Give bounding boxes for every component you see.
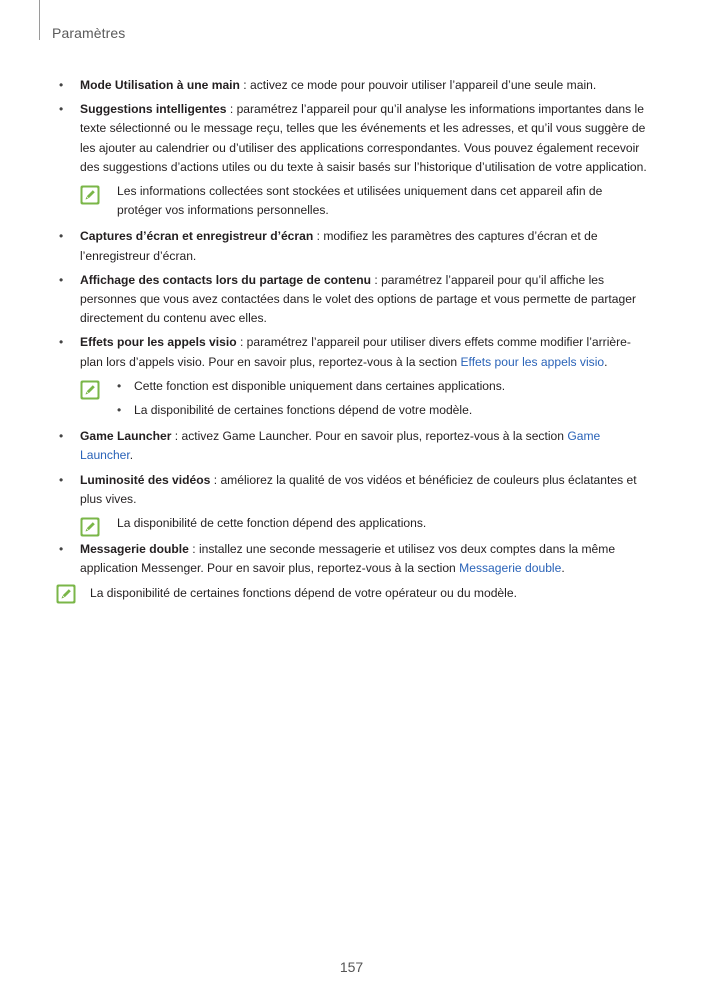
list-item-suggestions — [56, 100, 648, 177]
item-title: Captures d’écran et enregistreur d’écran — [80, 229, 314, 244]
bullet: • — [59, 429, 64, 444]
item-title: Luminosité des vidéos — [80, 472, 211, 487]
note-pencil-icon — [80, 380, 100, 400]
note-text: Les informations collectées sont stockées et utilisées uniquement dans cet appareil afin de protéger vos informations personnelles. — [117, 184, 603, 218]
item-text: : paramétrez l’appareil pour utiliser divers effets comme modifier l’arrière-plan lors d’appels visio. Pour en savoir plus, reportez-vous à la section — [80, 335, 631, 369]
list-item-messagerie-double — [56, 540, 648, 578]
list-item-effets-visio — [56, 333, 648, 371]
item-text-end: . — [129, 448, 134, 463]
note-general — [56, 584, 648, 603]
bullet: • — [59, 335, 64, 350]
item-title: Affichage des contacts lors du partage de contenu — [80, 272, 371, 287]
bullet: • — [59, 102, 64, 117]
header-rule — [39, 0, 40, 40]
item-text: : activez ce mode pour pouvoir utiliser l’appareil d’une seule main. — [239, 78, 597, 92]
note-text: La disponibilité de cette fonction dépend des applications. — [117, 516, 427, 531]
note-subitem-text: Cette fonction est disponible uniquement dans certaines applications. — [134, 378, 506, 393]
note-effets — [56, 377, 648, 420]
item-title: Effets pour les appels visio — [80, 335, 237, 350]
item-text: : paramétrez l’appareil pour qu’il analyse les informations importantes dans le texte sélectionné ou le message reçu, telles que les événements et les adresses, et qu’il vous suggère de les ajouter au calendrier ou d’utiliser des applications correspondantes. Vous pouvez également recevoir des suggestions d’actions utiles ou du texte à saisir basés sur l’historique d’utilisation de votre application. — [80, 102, 647, 174]
note-subitem — [117, 377, 648, 396]
page-number: 157 — [339, 959, 364, 975]
note-suggestions — [56, 182, 648, 220]
content — [56, 76, 648, 610]
item-text: : installez une seconde messagerie et utilisez vos deux comptes dans la même application Messenger. Pour en savoir plus, reportez-vous à la section — [80, 542, 616, 576]
note-luminosite — [56, 514, 648, 533]
list-item-affichage-contacts — [56, 271, 648, 329]
item-title: Messagerie double — [80, 542, 189, 557]
list-item-mode-une-main — [56, 76, 648, 95]
bullet: • — [59, 272, 64, 287]
note-pencil-icon — [80, 185, 100, 205]
note-pencil-icon — [56, 584, 76, 604]
item-text: : activez Game Launcher. Pour en savoir plus, reportez-vous à la section — [171, 429, 568, 444]
item-title: Suggestions intelligentes — [80, 102, 227, 117]
link-messagerie-double[interactable]: Messagerie double — [459, 561, 562, 576]
item-title: Game Launcher — [80, 429, 172, 444]
link-game-launcher[interactable]: Game Launcher — [80, 429, 601, 463]
link-effets-visio[interactable]: Effets pour les appels visio — [460, 354, 605, 369]
item-text: : paramétrez l’appareil pour qu’il affiche les personnes que vous avez contactées dans le volet des options de partage et vous permette de partager directement du contenu avec elles. — [80, 272, 636, 326]
bullet: • — [59, 542, 64, 557]
list-item-captures — [56, 227, 648, 265]
item-title: Mode Utilisation à une main — [80, 78, 240, 92]
note-text: La disponibilité de certaines fonctions dépend de votre opérateur ou du modèle. — [90, 585, 517, 600]
item-text-end: . — [604, 354, 608, 369]
item-text: : améliorez la qualité de vos vidéos et bénéficiez de couleurs plus éclatantes et plus vives. — [80, 472, 637, 506]
bullet: • — [117, 378, 122, 393]
item-text-end: . — [561, 561, 565, 576]
list-item-luminosite — [56, 471, 648, 509]
note-subitem-text: La disponibilité de certaines fonctions dépend de votre modèle. — [134, 403, 473, 418]
bullet: • — [117, 403, 122, 418]
bullet: • — [59, 229, 64, 244]
list-item-game-launcher — [56, 427, 648, 465]
bullet: • — [59, 78, 64, 92]
note-pencil-icon — [80, 517, 100, 537]
bullet: • — [59, 472, 64, 487]
note-subitem — [117, 401, 648, 420]
item-text: : modifiez les paramètres des captures d’écran et de l’enregistreur d’écran. — [80, 229, 598, 263]
page-header-title: Paramètres — [52, 25, 126, 41]
